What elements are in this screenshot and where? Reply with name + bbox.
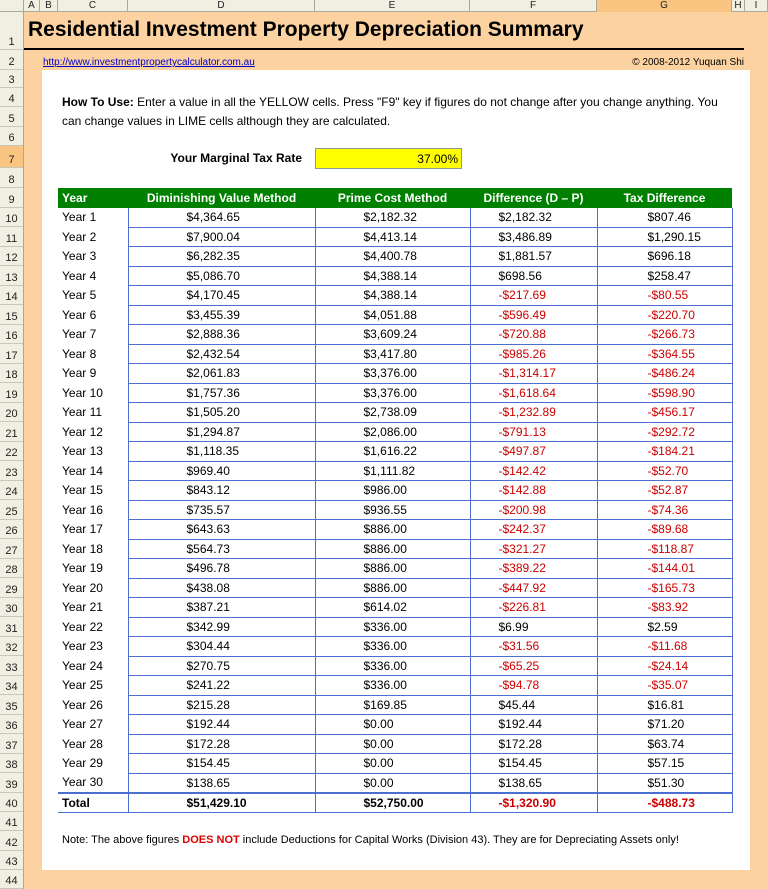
row-header-32[interactable]: 32 [0,637,23,657]
tax-difference-cell[interactable]: -$598.90 [597,383,732,403]
difference-cell[interactable]: -$242.37 [470,520,597,540]
row-header-1[interactable]: 1 [0,12,23,50]
how-to-use-label: How To Use: [62,95,134,109]
difference-cell[interactable]: -$1,618.64 [470,383,597,403]
prime-cost-cell[interactable]: $169.85 [315,695,470,715]
row-header-43[interactable]: 43 [0,851,23,870]
note-post: include Deductions for Capital Works (Division 43). They are for Depreciating Assets only! [239,834,679,846]
table-row [58,539,732,559]
table-row [58,520,732,540]
difference-cell[interactable]: $45.44 [470,695,597,715]
row-header-34[interactable]: 34 [0,676,23,696]
note-text [62,834,679,846]
tax-rate-label: Your Marginal Tax Rate [170,151,302,165]
row-header-15[interactable]: 15 [0,305,23,325]
diminishing-value-cell[interactable]: $1,505.20 [128,403,315,423]
difference-cell[interactable]: -$596.49 [470,305,597,325]
row-header-18[interactable]: 18 [0,364,23,384]
tax-difference-cell[interactable]: $2.59 [597,617,732,637]
table-row [58,773,732,793]
table-row [58,617,732,637]
tax-difference-cell[interactable]: $63.74 [597,734,732,754]
column-heading: Year [58,188,128,208]
difference-cell[interactable]: -$791.13 [470,422,597,442]
difference-cell[interactable]: -$217.69 [470,286,597,306]
row-header-17[interactable]: 17 [0,344,23,364]
table-row [58,695,732,715]
difference-cell[interactable]: -$447.92 [470,578,597,598]
row-header-25[interactable]: 25 [0,500,23,520]
row-header-16[interactable]: 16 [0,325,23,345]
diminishing-value-cell[interactable]: $138.65 [128,773,315,793]
copyright-text: © 2008-2012 Yuquan Shi [632,57,744,68]
year-cell[interactable]: Year 3 [58,247,128,267]
prime-cost-cell[interactable]: $886.00 [315,578,470,598]
column-header-bar [0,0,768,12]
diminishing-value-cell[interactable]: $1,118.35 [128,442,315,462]
row-header-42[interactable]: 42 [0,831,23,850]
table-row [58,500,732,520]
prime-cost-cell[interactable]: $4,413.14 [315,227,470,247]
difference-cell[interactable]: -$1,314.17 [470,364,597,384]
table-row [58,403,732,423]
note-pre: Note: The above figures [62,834,183,846]
year-cell[interactable]: Year 5 [58,286,128,306]
prime-cost-cell[interactable]: $4,051.88 [315,305,470,325]
difference-cell[interactable]: -$985.26 [470,344,597,364]
tax-difference-cell[interactable]: -$292.72 [597,422,732,442]
prime-cost-cell[interactable]: $2,086.00 [315,422,470,442]
tax-difference-cell[interactable]: -$184.21 [597,442,732,462]
column-header-F[interactable]: F [470,0,597,12]
row-header-bar [0,12,24,889]
row-header-27[interactable]: 27 [0,539,23,559]
difference-cell[interactable]: -$1,232.89 [470,403,597,423]
table-row [58,637,732,657]
prime-cost-cell[interactable]: $336.00 [315,676,470,696]
table-row [58,734,732,754]
tax-difference-cell[interactable]: -$52.87 [597,481,732,501]
prime-cost-cell[interactable]: $4,388.14 [315,286,470,306]
diminishing-value-cell[interactable]: $387.21 [128,598,315,618]
tax-difference-cell[interactable]: $258.47 [597,266,732,286]
row-header-36[interactable]: 36 [0,715,23,735]
difference-cell[interactable]: $3,486.89 [470,227,597,247]
table-row [58,656,732,676]
difference-cell[interactable]: $6.99 [470,617,597,637]
year-cell[interactable]: Year 27 [58,715,128,735]
year-cell[interactable]: Year 26 [58,695,128,715]
row-header-28[interactable]: 28 [0,559,23,579]
table-row [58,676,732,696]
prime-cost-cell[interactable]: $4,388.14 [315,266,470,286]
diminishing-value-cell[interactable]: $643.63 [128,520,315,540]
diminishing-value-cell[interactable]: $5,086.70 [128,266,315,286]
diminishing-value-cell[interactable]: $270.75 [128,656,315,676]
difference-cell[interactable]: $192.44 [470,715,597,735]
year-cell[interactable]: Year 14 [58,461,128,481]
row-header-14[interactable]: 14 [0,286,23,306]
year-cell[interactable]: Year 2 [58,227,128,247]
prime-cost-cell[interactable]: $3,376.00 [315,364,470,384]
table-header-row [58,188,732,208]
diminishing-value-cell[interactable]: $438.08 [128,578,315,598]
row-header-29[interactable]: 29 [0,578,23,598]
row-header-41[interactable]: 41 [0,812,23,831]
table-row [58,422,732,442]
prime-cost-cell[interactable]: $1,111.82 [315,461,470,481]
tax-difference-cell[interactable]: -$220.70 [597,305,732,325]
prime-cost-cell[interactable]: $886.00 [315,539,470,559]
year-cell[interactable]: Year 24 [58,656,128,676]
row-header-11[interactable]: 11 [0,227,23,247]
how-to-use-text [62,93,737,131]
difference-cell[interactable]: $172.28 [470,734,597,754]
prime-cost-cell[interactable]: $0.00 [315,754,470,774]
diminishing-value-cell[interactable]: $2,888.36 [128,325,315,345]
diminishing-value-cell[interactable]: $215.28 [128,695,315,715]
tax-difference-cell[interactable]: $1,290.15 [597,227,732,247]
prime-cost-cell[interactable]: $886.00 [315,520,470,540]
diminishing-value-cell[interactable]: $3,455.39 [128,305,315,325]
year-cell[interactable]: Year 28 [58,734,128,754]
prime-cost-cell[interactable]: $0.00 [315,715,470,735]
diminishing-value-cell[interactable]: $2,432.54 [128,344,315,364]
prime-cost-cell[interactable]: $1,616.22 [315,442,470,462]
tax-difference-cell[interactable]: $71.20 [597,715,732,735]
difference-cell[interactable]: -$226.81 [470,598,597,618]
tax-difference-cell[interactable]: -$486.24 [597,364,732,384]
table-row [58,442,732,462]
year-cell[interactable]: Year 30 [58,773,128,793]
year-cell[interactable]: Year 25 [58,676,128,696]
year-cell[interactable]: Year 13 [58,442,128,462]
row-header-40[interactable]: 40 [0,793,23,813]
prime-cost-cell[interactable]: $336.00 [315,637,470,657]
prime-cost-cell[interactable]: $936.55 [315,500,470,520]
table-row [58,481,732,501]
difference-cell[interactable]: -$1,320.90 [470,793,597,813]
column-heading: Prime Cost Method [315,188,470,208]
row-header-7[interactable]: 7 [0,146,23,168]
year-cell[interactable]: Total [58,793,128,813]
prime-cost-cell[interactable]: $2,738.09 [315,403,470,423]
difference-cell[interactable]: -$321.27 [470,539,597,559]
difference-cell[interactable]: $1,881.57 [470,247,597,267]
prime-cost-cell[interactable]: $336.00 [315,617,470,637]
tax-difference-cell[interactable]: -$35.07 [597,676,732,696]
row-header-33[interactable]: 33 [0,656,23,676]
total-row [58,793,732,813]
tax-difference-cell[interactable]: -$144.01 [597,559,732,579]
year-cell[interactable]: Year 18 [58,539,128,559]
table-row [58,305,732,325]
table-row [58,715,732,735]
table-row [58,559,732,579]
prime-cost-cell[interactable]: $3,417.80 [315,344,470,364]
year-cell[interactable]: Year 7 [58,325,128,345]
page-title: Residential Investment Property Depreciation Summary [28,18,584,41]
year-cell[interactable]: Year 16 [58,500,128,520]
tax-difference-cell[interactable]: -$456.17 [597,403,732,423]
row-header-9[interactable]: 9 [0,188,23,208]
diminishing-value-cell[interactable]: $735.57 [128,500,315,520]
table-row [58,383,732,403]
tax-difference-cell[interactable]: -$74.36 [597,500,732,520]
prime-cost-cell[interactable]: $3,609.24 [315,325,470,345]
row-header-22[interactable]: 22 [0,442,23,462]
diminishing-value-cell[interactable]: $304.44 [128,637,315,657]
year-cell[interactable]: Year 6 [58,305,128,325]
row-header-23[interactable]: 23 [0,461,23,481]
year-cell[interactable]: Year 19 [58,559,128,579]
column-heading: Difference (D – P) [470,188,597,208]
diminishing-value-cell[interactable]: $192.44 [128,715,315,735]
table-row [58,266,732,286]
row-header-44[interactable]: 44 [0,870,23,889]
diminishing-value-cell[interactable]: $7,900.04 [128,227,315,247]
row-header-5[interactable]: 5 [0,107,23,127]
row-header-10[interactable]: 10 [0,208,23,228]
year-cell[interactable]: Year 11 [58,403,128,423]
column-header-B[interactable]: B [40,0,58,12]
tax-difference-cell[interactable]: -$488.73 [597,793,732,813]
column-header-E[interactable]: E [315,0,470,12]
difference-cell[interactable]: $698.56 [470,266,597,286]
prime-cost-cell[interactable]: $0.00 [315,773,470,793]
table-row [58,325,732,345]
tax-difference-cell[interactable]: -$364.55 [597,344,732,364]
row-header-26[interactable]: 26 [0,520,23,540]
diminishing-value-cell[interactable]: $241.22 [128,676,315,696]
row-header-8[interactable]: 8 [0,168,23,188]
prime-cost-cell[interactable]: $986.00 [315,481,470,501]
tax-difference-cell[interactable]: $51.30 [597,773,732,793]
tax-difference-cell[interactable]: $16.81 [597,695,732,715]
difference-cell[interactable]: $138.65 [470,773,597,793]
column-header-D[interactable]: D [128,0,315,12]
diminishing-value-cell[interactable]: $154.45 [128,754,315,774]
diminishing-value-cell[interactable]: $51,429.10 [128,793,315,813]
year-cell[interactable]: Year 23 [58,637,128,657]
column-heading: Diminishing Value Method [128,188,315,208]
difference-cell[interactable]: -$497.87 [470,442,597,462]
row-header-21[interactable]: 21 [0,422,23,442]
difference-cell[interactable]: -$389.22 [470,559,597,579]
prime-cost-cell[interactable]: $886.00 [315,559,470,579]
tax-difference-cell[interactable]: -$11.68 [597,637,732,657]
diminishing-value-cell[interactable]: $1,294.87 [128,422,315,442]
year-cell[interactable]: Year 12 [58,422,128,442]
year-cell[interactable]: Year 9 [58,364,128,384]
row-header-35[interactable]: 35 [0,695,23,715]
column-heading: Tax Difference [597,188,732,208]
diminishing-value-cell[interactable]: $843.12 [128,481,315,501]
title-divider [24,48,744,50]
row-header-2[interactable]: 2 [0,50,23,70]
table-row [58,578,732,598]
year-cell[interactable]: Year 29 [58,754,128,774]
table-row [58,364,732,384]
row-header-31[interactable]: 31 [0,617,23,637]
prime-cost-cell[interactable]: $3,376.00 [315,383,470,403]
difference-cell[interactable]: -$31.56 [470,637,597,657]
diminishing-value-cell[interactable]: $6,282.35 [128,247,315,267]
prime-cost-cell[interactable]: $0.00 [315,734,470,754]
tax-rate-input[interactable]: 37.00% [315,148,462,169]
row-header-30[interactable]: 30 [0,598,23,618]
difference-cell[interactable]: $2,182.32 [470,208,597,228]
year-cell[interactable]: Year 17 [58,520,128,540]
table-row [58,344,732,364]
row-header-39[interactable]: 39 [0,773,23,793]
year-cell[interactable]: Year 8 [58,344,128,364]
row-header-4[interactable]: 4 [0,88,23,107]
row-header-24[interactable]: 24 [0,481,23,501]
diminishing-value-cell[interactable]: $2,061.83 [128,364,315,384]
year-cell[interactable]: Year 21 [58,598,128,618]
row-header-12[interactable]: 12 [0,247,23,267]
prime-cost-cell[interactable]: $2,182.32 [315,208,470,228]
tax-difference-cell[interactable]: -$118.87 [597,539,732,559]
row-header-20[interactable]: 20 [0,403,23,423]
difference-cell[interactable]: -$142.42 [470,461,597,481]
year-cell[interactable]: Year 20 [58,578,128,598]
tax-difference-cell[interactable]: -$83.92 [597,598,732,618]
tax-difference-cell[interactable]: -$165.73 [597,578,732,598]
column-header-A[interactable]: A [24,0,40,12]
prime-cost-cell[interactable]: $614.02 [315,598,470,618]
table-row [58,754,732,774]
row-header-37[interactable]: 37 [0,734,23,754]
diminishing-value-cell[interactable]: $4,364.65 [128,208,315,228]
how-to-use-body: Enter a value in all the YELLOW cells. Press "F9" key if figures do not change after you change anything. You can change values in LIME cells although they are calculated. [62,95,718,128]
difference-cell[interactable]: -$720.88 [470,325,597,345]
column-header-G[interactable]: G [597,0,732,12]
year-cell[interactable]: Year 10 [58,383,128,403]
diminishing-value-cell[interactable]: $172.28 [128,734,315,754]
diminishing-value-cell[interactable]: $969.40 [128,461,315,481]
tax-difference-cell[interactable]: $807.46 [597,208,732,228]
table-row [58,598,732,618]
difference-cell[interactable]: -$200.98 [470,500,597,520]
prime-cost-cell[interactable]: $52,750.00 [315,793,470,813]
prime-cost-cell[interactable]: $336.00 [315,656,470,676]
difference-cell[interactable]: $154.45 [470,754,597,774]
table-row [58,208,732,228]
diminishing-value-cell[interactable]: $496.78 [128,559,315,579]
column-header-C[interactable]: C [58,0,128,12]
diminishing-value-cell[interactable]: $564.73 [128,539,315,559]
row-header-13[interactable]: 13 [0,266,23,286]
year-cell[interactable]: Year 4 [58,266,128,286]
diminishing-value-cell[interactable]: $1,757.36 [128,383,315,403]
difference-cell[interactable]: -$142.88 [470,481,597,501]
diminishing-value-cell[interactable]: $4,170.45 [128,286,315,306]
table-row [58,227,732,247]
year-cell[interactable]: Year 1 [58,208,128,228]
tax-difference-cell[interactable]: $696.18 [597,247,732,267]
website-link[interactable]: http://www.investmentpropertycalculator.com.au [43,57,255,68]
note-emphasis: DOES NOT [182,834,240,846]
tax-difference-cell[interactable]: -$24.14 [597,656,732,676]
row-header-3[interactable]: 3 [0,70,23,88]
difference-cell[interactable]: -$94.78 [470,676,597,696]
row-header-6[interactable]: 6 [0,127,23,146]
select-all-corner[interactable] [0,0,24,12]
depreciation-table [58,188,733,813]
tax-difference-cell[interactable]: $57.15 [597,754,732,774]
tax-difference-cell[interactable]: -$52.70 [597,461,732,481]
prime-cost-cell[interactable]: $4,400.78 [315,247,470,267]
tax-difference-cell[interactable]: -$266.73 [597,325,732,345]
row-header-38[interactable]: 38 [0,754,23,774]
difference-cell[interactable]: -$65.25 [470,656,597,676]
table-row [58,461,732,481]
diminishing-value-cell[interactable]: $342.99 [128,617,315,637]
row-header-19[interactable]: 19 [0,383,23,403]
column-header-I[interactable]: I [745,0,768,12]
year-cell[interactable]: Year 22 [58,617,128,637]
tax-difference-cell[interactable]: -$80.55 [597,286,732,306]
table-row [58,286,732,306]
year-cell[interactable]: Year 15 [58,481,128,501]
column-header-H[interactable]: H [732,0,745,12]
table-row [58,247,732,267]
tax-difference-cell[interactable]: -$89.68 [597,520,732,540]
